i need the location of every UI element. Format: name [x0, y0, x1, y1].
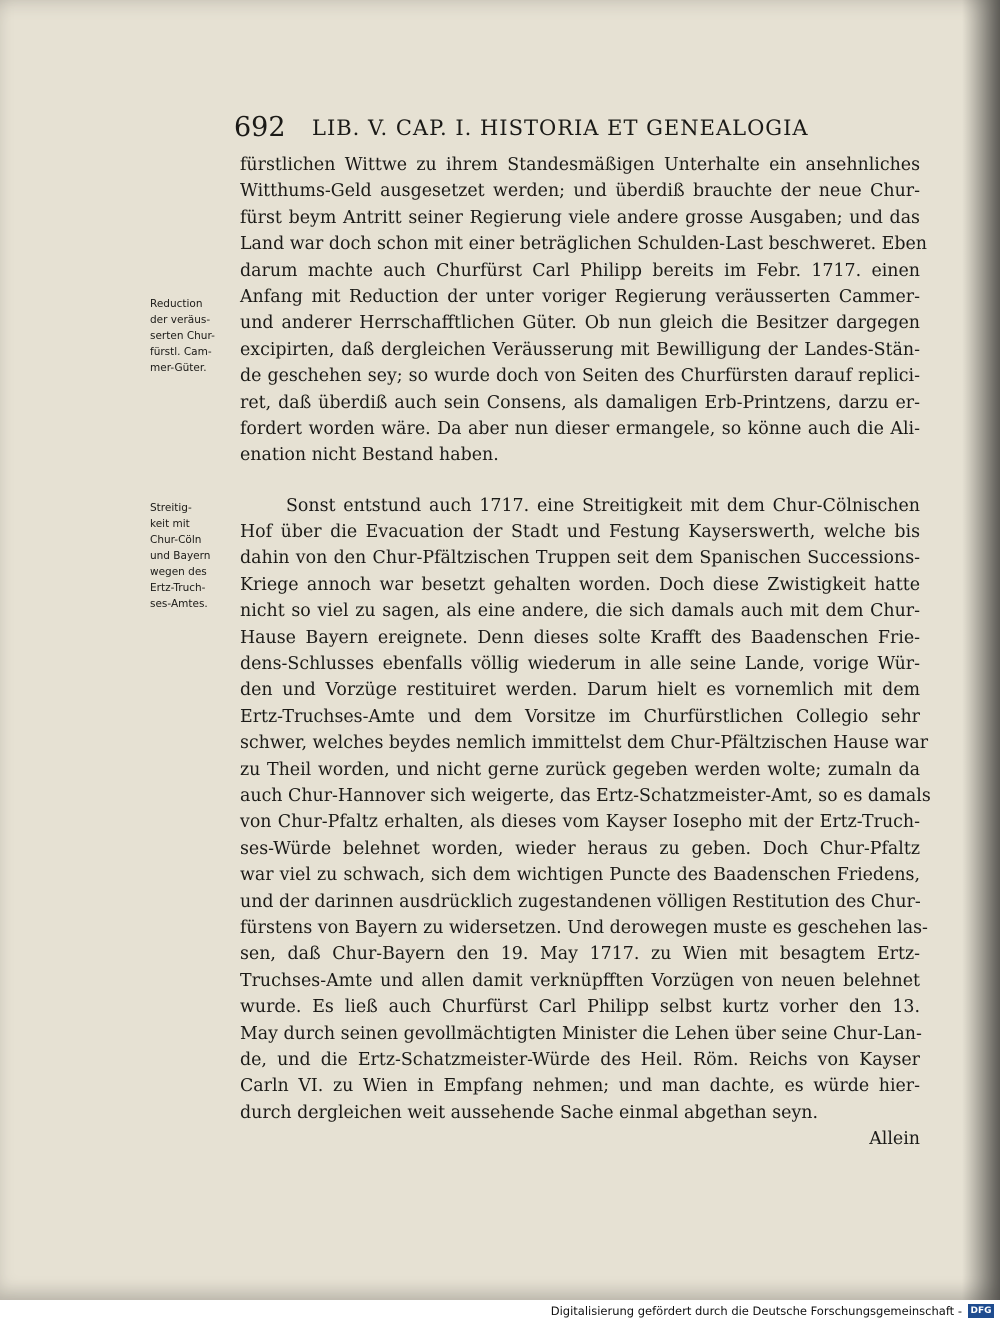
text-line: Hof über die Evacuation der Stadt und Festung Kayserswerth, welche bis [240, 522, 920, 543]
margin-note-line: Streitig- [150, 502, 192, 514]
text-line: May durch seinen gevollmächtigten Minister die Lehen über seine Chur-Lan- [240, 1023, 922, 1044]
digitization-footer [0, 1300, 1000, 1323]
text-line: excipirten, daß dergleichen Veräusserung mit Bewilligung der Landes-Stän- [240, 339, 920, 360]
text-line: fürstens von Bayern zu widersetzen. Und derowegen muste es geschehen las- [240, 917, 928, 938]
text-line: auch Chur-Hannover sich weigerte, das Ertz-Schatzmeister-Amt, so es damals [240, 785, 931, 806]
text-line: zu Theil worden, und nicht gerne zurück gegeben werden wolte; zumaln da [240, 759, 920, 780]
margin-note-line: wegen des [150, 566, 207, 578]
running-header [234, 112, 814, 148]
margin-note-line: fürstl. Cam- [150, 346, 212, 358]
margin-note-reduction [150, 296, 240, 376]
text-line: fürstlichen Wittwe zu ihrem Standesmäßigen Unterhalte ein ansehnliches [240, 155, 920, 175]
margin-note-line: Chur-Cöln [150, 534, 202, 546]
page-number: 692 [234, 112, 286, 143]
margin-note-line: mer-Güter. [150, 362, 207, 374]
text-line: war viel zu schwach, sich dem wichtigen Puncte des Baadenschen Friedens, [240, 865, 920, 886]
text-line: Kriege annoch war besetzt gehalten worden. Doch diese Zwistigkeit hatte [240, 574, 920, 595]
text-line: Hause Bayern ereignete. Denn dieses solte Krafft des Baadenschen Frie- [240, 627, 920, 648]
text-line: Ertz-Truchses-Amte und dem Vorsitze im Churfürstlichen Collegio sehr [240, 706, 920, 727]
text-line: Carln VI. zu Wien in Empfang nehmen; und man dachte, es würde hier- [240, 1076, 920, 1097]
margin-note-line: ses-Amtes. [150, 598, 208, 610]
catchword: Allein [869, 1129, 920, 1150]
text-line: ret, daß überdiß auch sein Consens, als damaligen Erb-Printzens, darzu er- [240, 392, 920, 413]
margin-note-line: Reduction [150, 298, 203, 310]
text-line: und anderer Herrschafftlichen Güter. Ob nun gleich die Besitzer dargegen [240, 313, 920, 334]
text-line: enation nicht Bestand haben. [240, 445, 499, 466]
paragraph-1 [240, 152, 927, 469]
text-line: Sonst entstund auch 1717. eine Streitigkeit mit dem Chur-Cölnischen [286, 495, 920, 516]
spine-shadow [962, 0, 1000, 1300]
text-line: dahin von den Chur-Pfältzischen Truppen seit dem Spanischen Successions- [240, 548, 920, 569]
text-line: schwer, welches beydes nemlich immittelst dem Chur-Pfältzischen Hause war [240, 733, 929, 754]
funding-credit: Digitalisierung gefördert durch die Deutsche Forschungsgemeinschaft - [550, 1304, 962, 1318]
text-line: Truchses-Amte und allen damit verknüpfften Vorzügen von neuen belehnet [240, 970, 920, 991]
text-line: ses-Würde belehnet worden, wieder heraus zu geben. Doch Chur-Pfaltz [240, 838, 920, 859]
text-line: sen, daß Chur-Bayern den 19. May 1717. zu Wien mit besagtem Ertz- [240, 944, 920, 965]
dfg-logo: DFG [968, 1304, 994, 1318]
text-line: den und Vorzüge restituiret werden. Darum hielt es vornemlich mit dem [240, 680, 920, 701]
header-title: LIB. V. CAP. I. HISTORIA ET GENEALOGIA [312, 116, 809, 140]
margin-note-line: und Bayern [150, 550, 211, 562]
margin-note-line: der veräus- [150, 314, 211, 326]
text-line: fürst beym Antritt seiner Regierung viele andere grosse Ausgaben; und das [240, 207, 920, 228]
text-line: durch dergleichen weit aussehende Sache einmal abgethan seyn. [240, 1102, 818, 1123]
margin-note-streitigkeit [150, 500, 240, 612]
text-line: Land war doch schon mit einer beträglichen Schulden-Last beschweret. Eben [240, 234, 927, 255]
paragraph-2 [240, 493, 931, 1126]
text-line: de, und die Ertz-Schatzmeister-Würde des Heil. Röm. Reichs von Kayser [240, 1049, 920, 1070]
text-line: von Chur-Pfaltz erhalten, als dieses vom Kayser Iosepho mit der Ertz-Truch- [240, 812, 920, 833]
text-line: wurde. Es ließ auch Churfürst Carl Philipp selbst kurtz vorher den 13. [240, 997, 920, 1018]
text-line: und der darinnen ausdrücklich zugestandenen völligen Restitution des Chur- [240, 891, 921, 912]
text-line: dens-Schlusses ebenfalls völlig wiederum in alle seine Lande, vorige Wür- [240, 654, 920, 675]
text-line: de geschehen sey; so wurde doch von Seiten des Churfürsten darauf replici- [240, 366, 920, 387]
margin-note-line: keit mit [150, 518, 190, 530]
margin-note-line: serten Chur- [150, 330, 215, 342]
text-line: fordert worden wäre. Da aber nun dieser ermangele, so könne auch die Ali- [240, 418, 920, 439]
text-line: darum machte auch Churfürst Carl Philipp bereits im Febr. 1717. einen [240, 260, 920, 281]
text-line: nicht so viel zu sagen, als eine andere, die sich damals auch mit dem Chur- [240, 601, 920, 622]
margin-note-line: Ertz-Truch- [150, 582, 206, 594]
text-line: Anfang mit Reduction der unter voriger Regierung veräusserten Cammer- [240, 286, 920, 307]
body-text [240, 152, 931, 1152]
text-line: Witthums-Geld ausgesetzet werden; und überdiß brauchte der neue Chur- [240, 181, 920, 202]
paragraph-gap [240, 469, 920, 493]
